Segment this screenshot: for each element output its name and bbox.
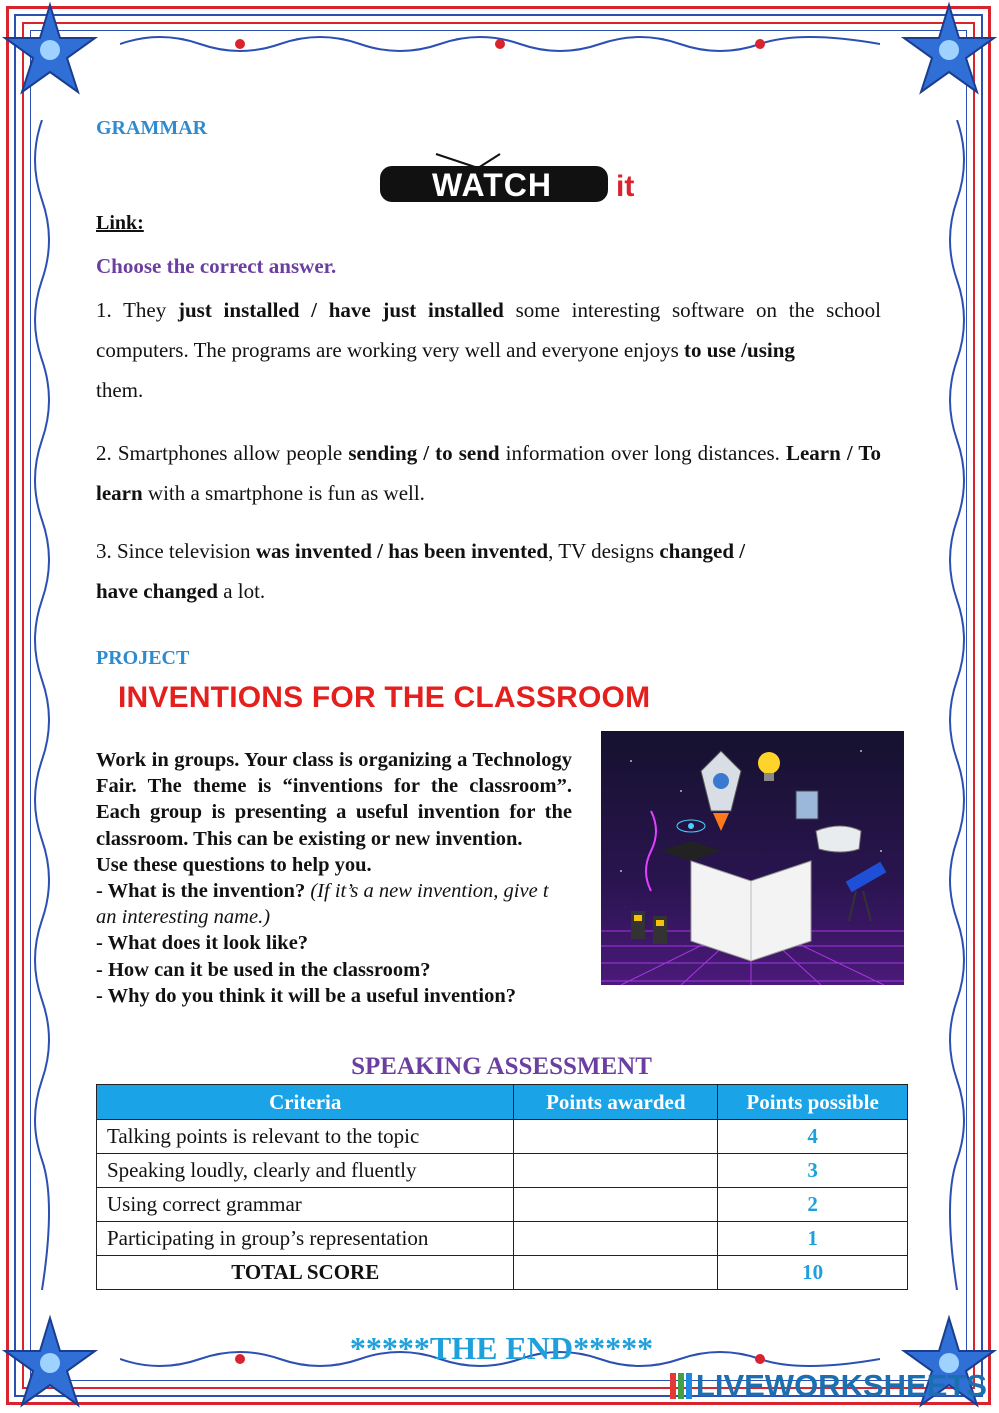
- project-heading: PROJECT: [96, 647, 190, 669]
- table-row: [97, 1154, 908, 1188]
- question-text: with a smartphone is fun as well.: [142, 481, 425, 505]
- answer-choice[interactable]: have changed: [96, 579, 218, 603]
- project-question-4: - Why do you think it will be a useful invention?: [96, 984, 516, 1007]
- question-note: (If it’s a new invention, give t an interesting name.): [96, 880, 549, 929]
- total-row: [97, 1256, 908, 1290]
- question-text: them.: [96, 378, 144, 402]
- technology-illustration: [601, 731, 904, 985]
- question-text: 1. They: [96, 298, 178, 322]
- project-help: Use these questions to help you.: [96, 853, 372, 876]
- right-ornament: [943, 120, 971, 1290]
- top-ornament: [120, 30, 880, 58]
- corner-star-icon: [0, 0, 110, 110]
- question-text: , TV designs: [548, 539, 660, 563]
- question-text: some interesting software on the school computers. The programs are working very well and everyone enjoys: [96, 298, 881, 362]
- project-question-2: - What does it look like?: [96, 932, 309, 955]
- points-possible-cell: 3: [718, 1154, 908, 1188]
- logo-suffix: it: [616, 170, 635, 203]
- answer-choice[interactable]: just installed / have just installed: [177, 298, 504, 322]
- project-intro: Work in groups. Your class is organizing a Technology Fair. The theme is “inventions for the classroom”. Each group is presenting a useful invention for the classroom. This can be existing or new invention.: [96, 749, 572, 850]
- grammar-heading: GRAMMAR: [96, 117, 208, 139]
- project-title: INVENTIONS FOR THE CLASSROOM: [118, 681, 651, 714]
- instruction-text: Choose the correct answer.: [96, 254, 337, 278]
- logo-text: WATCH: [432, 167, 552, 203]
- watch-it-logo: [378, 152, 663, 206]
- question-text: information over long distances.: [499, 441, 786, 465]
- total-possible-cell: 10: [718, 1256, 908, 1290]
- answer-choice[interactable]: to use /using: [684, 338, 795, 362]
- column-header: Criteria: [97, 1085, 514, 1120]
- table-row: [97, 1222, 908, 1256]
- question-text: a lot.: [217, 579, 266, 603]
- project-instructions: [96, 747, 572, 1009]
- question-text: - What is the invention?: [96, 880, 306, 903]
- answer-choice[interactable]: changed /: [659, 539, 746, 563]
- project-question-1: [96, 878, 572, 930]
- criteria-cell: Participating in group’s representation: [97, 1222, 514, 1256]
- table-header-row: [97, 1085, 908, 1120]
- criteria-cell: Speaking loudly, clearly and fluently: [97, 1154, 514, 1188]
- total-score-label: TOTAL SCORE: [97, 1256, 514, 1290]
- question-1: [96, 290, 881, 410]
- points-awarded-cell[interactable]: [514, 1154, 718, 1188]
- liveworksheets-badge[interactable]: [670, 1369, 987, 1403]
- liveworksheets-text: LIVEWORKSHEETS: [695, 1368, 987, 1403]
- left-ornament: [28, 120, 56, 1290]
- column-header: Points awarded: [514, 1085, 718, 1120]
- answer-choice[interactable]: Learn / To learn: [96, 441, 881, 505]
- column-header: Points possible: [718, 1085, 908, 1120]
- question-text: 2. Smartphones allow people: [96, 441, 349, 465]
- points-awarded-cell[interactable]: [514, 1120, 718, 1154]
- points-awarded-cell[interactable]: [514, 1222, 718, 1256]
- liveworksheets-logo-icon: [670, 1373, 692, 1399]
- assessment-table: [96, 1084, 908, 1290]
- the-end-text: *****THE END*****: [349, 1330, 654, 1366]
- table-row: [97, 1188, 908, 1222]
- question-3: [96, 531, 881, 611]
- table-row: [97, 1120, 908, 1154]
- points-possible-cell: 1: [718, 1222, 908, 1256]
- question-2: [96, 433, 881, 513]
- answer-choice[interactable]: sending / to send: [348, 441, 500, 465]
- link-label[interactable]: Link:: [96, 212, 144, 234]
- corner-star-icon: [889, 0, 999, 110]
- criteria-cell: Using correct grammar: [97, 1188, 514, 1222]
- points-awarded-cell[interactable]: [514, 1188, 718, 1222]
- points-possible-cell: 4: [718, 1120, 908, 1154]
- criteria-cell: Talking points is relevant to the topic: [97, 1120, 514, 1154]
- project-question-3: - How can it be used in the classroom?: [96, 958, 431, 981]
- assessment-title: SPEAKING ASSESSMENT: [351, 1053, 652, 1080]
- points-possible-cell: 2: [718, 1188, 908, 1222]
- answer-choice[interactable]: was invented / has been invented: [255, 539, 549, 563]
- corner-star-icon: [0, 1303, 110, 1413]
- question-text: 3. Since television: [96, 539, 256, 563]
- total-awarded-cell[interactable]: [514, 1256, 718, 1290]
